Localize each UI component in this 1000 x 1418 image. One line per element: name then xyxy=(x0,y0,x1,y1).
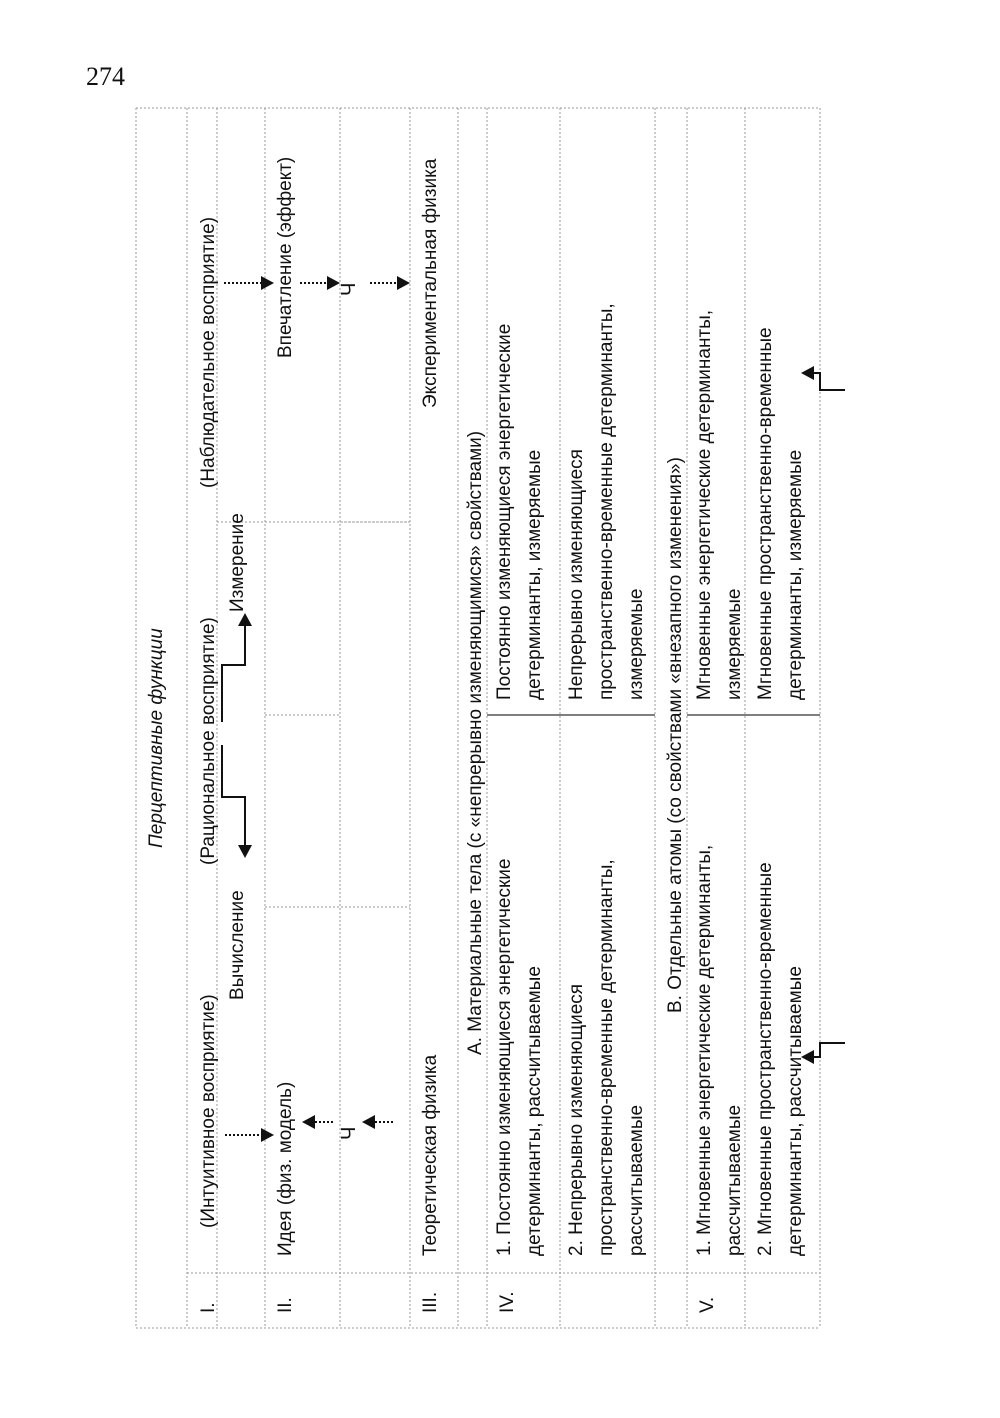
row-v-right-2a: Мгновенные пространственно-временные xyxy=(755,327,776,700)
page-number: 274 xyxy=(86,62,125,91)
theoretical-physics: Теоретическая физика xyxy=(420,1054,441,1256)
row-v-right-2b: детерминанты, измеряемые xyxy=(785,449,806,700)
experimental-physics: Экспериментальная физика xyxy=(420,158,441,408)
idea-model: Идея (физ. модель) xyxy=(275,1081,296,1256)
rational-perception: (Рациональное восприятие) xyxy=(198,617,219,865)
calculation-label: Вычисление xyxy=(227,890,248,1000)
row-i-label: I. xyxy=(198,1302,219,1313)
row-iv-right-2c: измеряемые xyxy=(626,588,647,700)
row-v-left-2a: 2. Мгновенные пространственно-временные xyxy=(755,862,776,1256)
section-b-title: В. Отдельные атомы (со свойствами «внезапного изменения») xyxy=(665,457,686,1013)
observational-perception: (Наблюдательное восприятие) xyxy=(198,216,219,488)
row-iv-left-2b: пространственно-временные детерминанты, xyxy=(596,859,617,1256)
row-iv-left-1a: 1. Постоянно изменяющиеся энергетические xyxy=(494,858,515,1256)
row-v-left-1a: 1. Мгновенные энергетические детерминанты, xyxy=(694,844,715,1256)
measurement-label: Измерение xyxy=(227,513,248,612)
table-header: Перцептивные функции xyxy=(146,628,167,848)
row-iv-label: IV. xyxy=(497,1291,518,1313)
impression-effect: Впечатление (эффект) xyxy=(275,156,296,358)
row-iii-label: III. xyxy=(420,1291,441,1313)
ch-right: Ч xyxy=(338,282,360,296)
row-ii-label: II. xyxy=(275,1297,296,1313)
section-a-title: А. Материальные тела (с «непрерывно изменяющимися» свойствами) xyxy=(465,430,486,1055)
row-iv-right-1b: детерминанты, измеряемые xyxy=(524,449,545,700)
row-v-left-1b: рассчитываемые xyxy=(724,1104,745,1256)
row-iv-right-1a: Постоянно изменяющиеся энергетические xyxy=(494,323,515,700)
row-v-label: V. xyxy=(697,1296,718,1313)
row-v-right-1a: Мгновенные энергетические детерминанты, xyxy=(694,309,715,700)
row-v-right-1b: измеряемые xyxy=(724,588,745,700)
row-iv-left-2a: 2. Непрерывно изменяющиеся xyxy=(566,983,587,1256)
intuitive-perception: (Интуитивное восприятие) xyxy=(198,994,219,1228)
row-iv-left-1b: детерминанты, рассчитываемые xyxy=(524,966,545,1256)
row-iv-right-2b: пространственно-временные детерминанты, xyxy=(596,303,617,700)
ch-left: Ч xyxy=(338,1126,360,1140)
row-v-left-2b: детерминанты, рассчитываемые xyxy=(785,966,806,1256)
row-iv-right-2a: Непрерывно изменяющиеся xyxy=(566,449,587,700)
row-iv-left-2c: рассчитываемые xyxy=(626,1104,647,1256)
